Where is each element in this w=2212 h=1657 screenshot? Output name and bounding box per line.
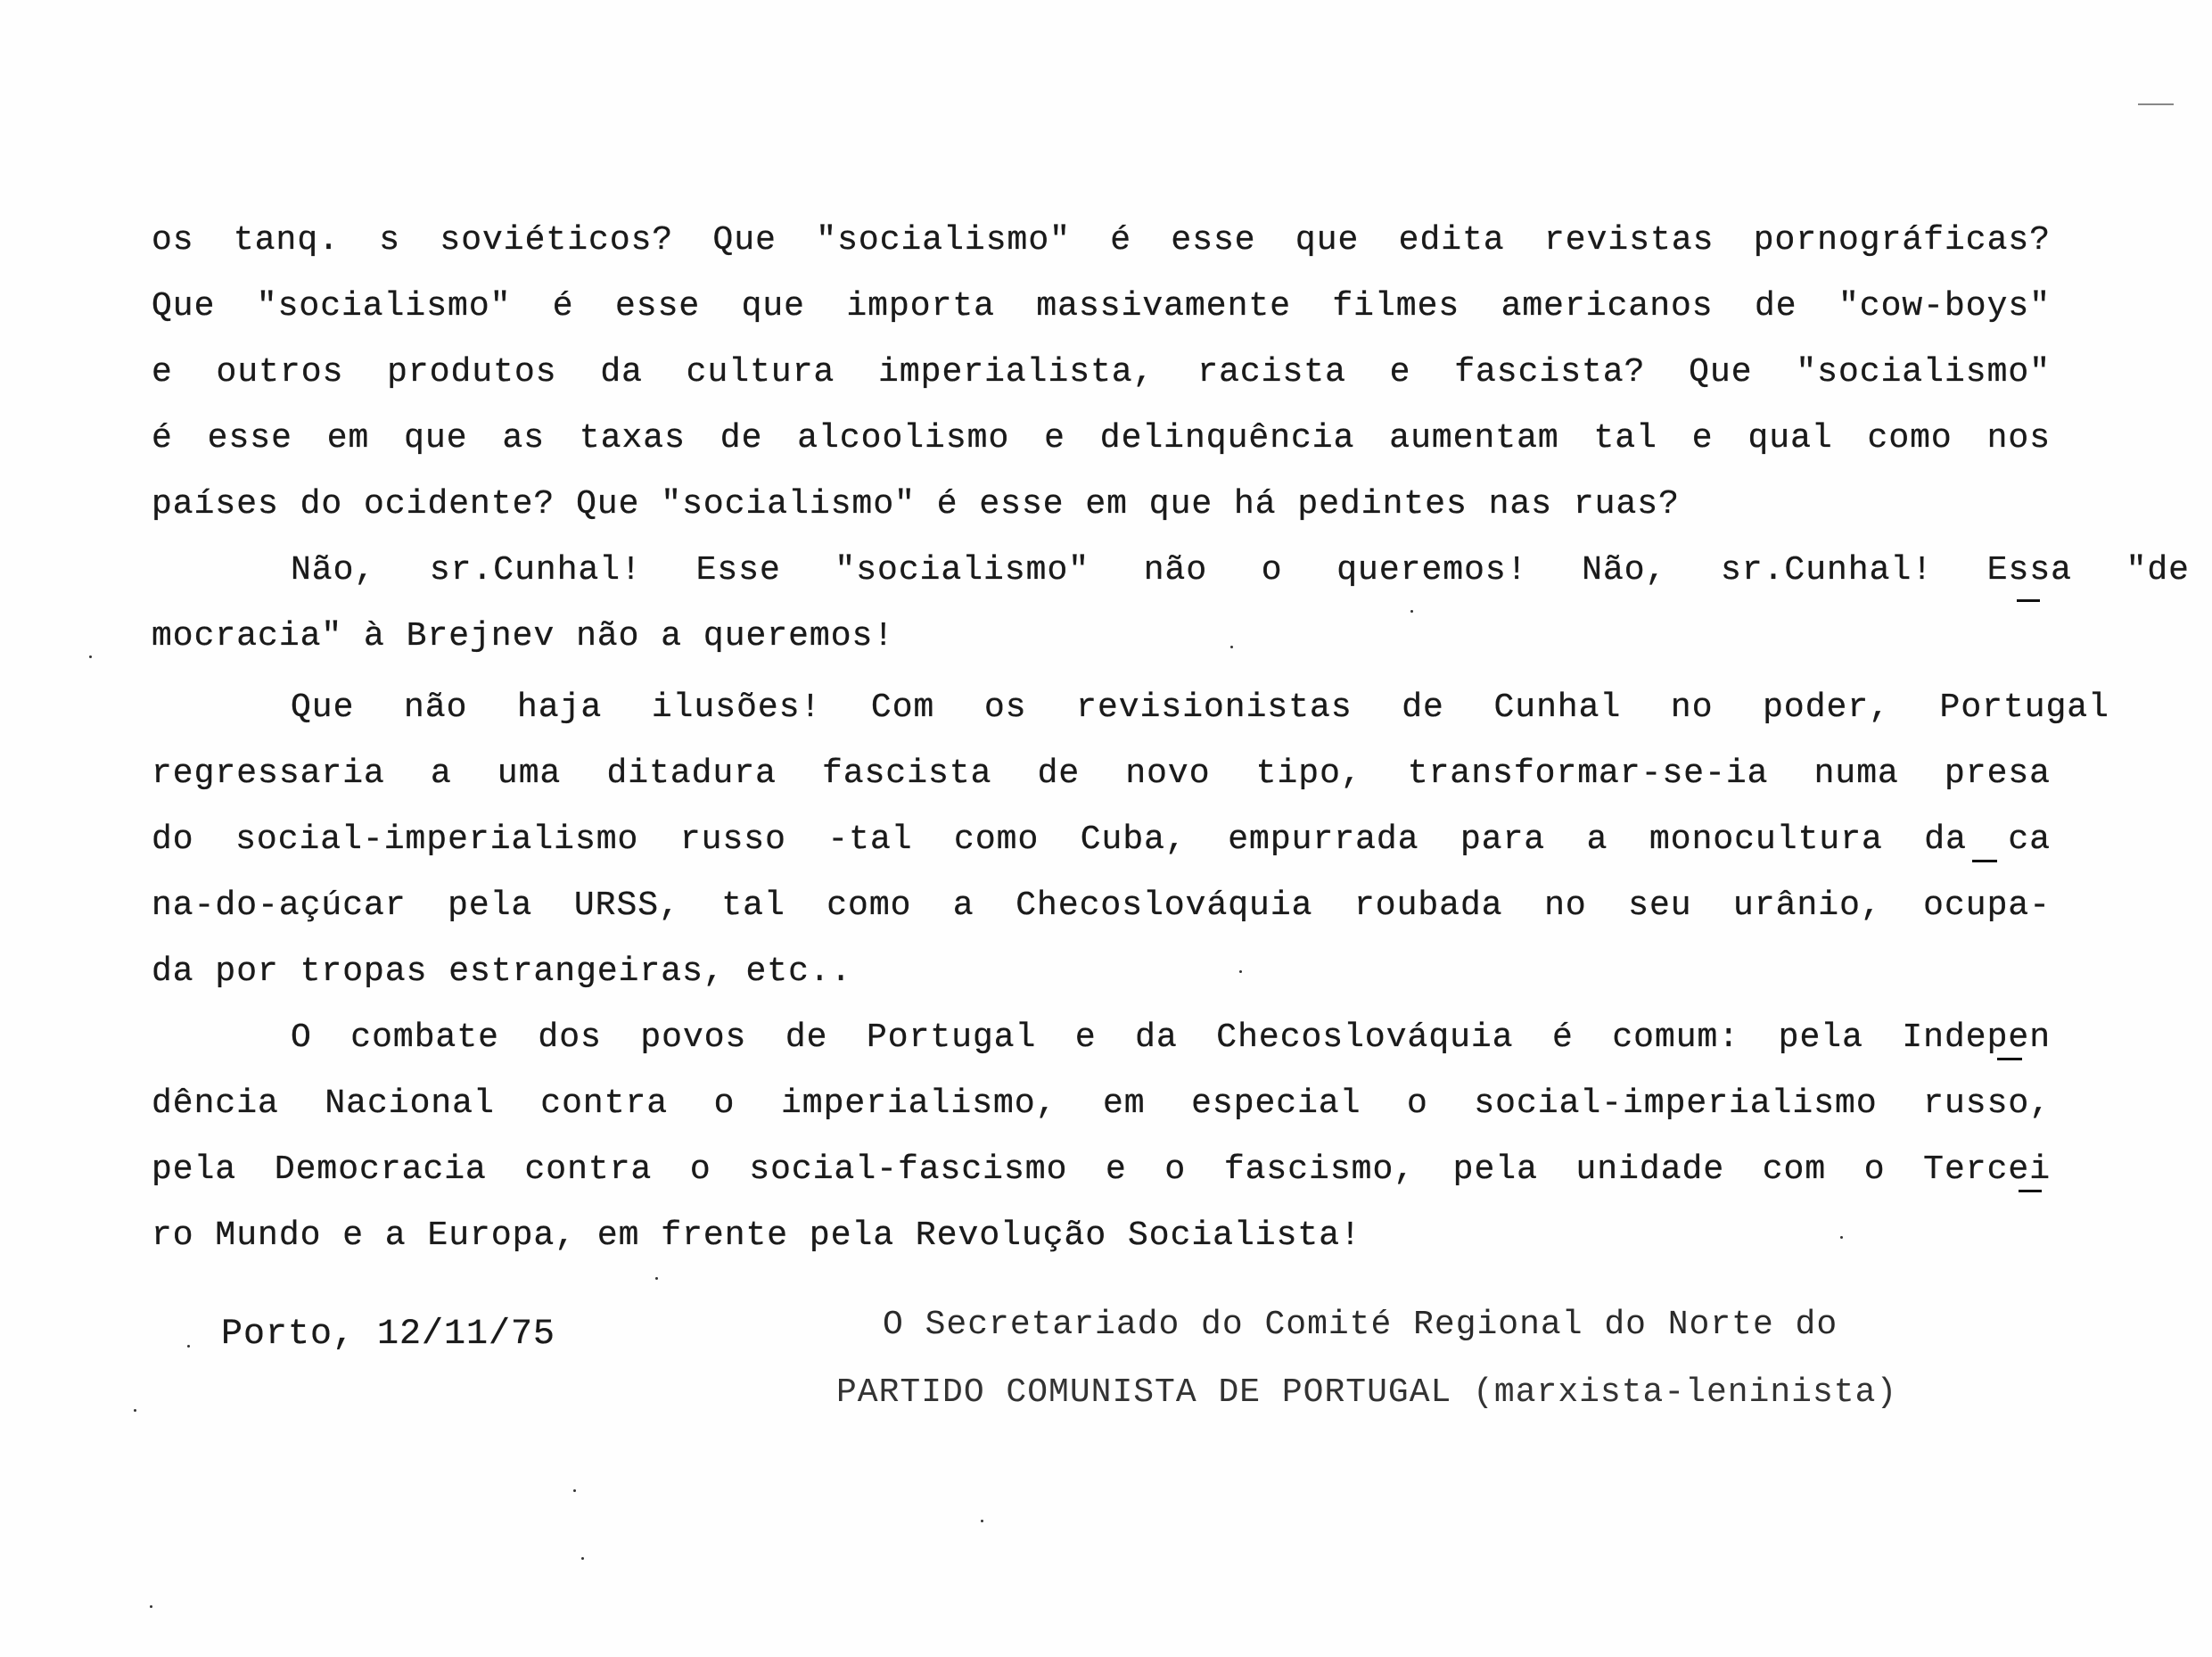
text-line-15: pela Democracia contra o social-fascismo e o fascismo, pela unidade com o Tercei [152, 1150, 2051, 1189]
scan-speck [1230, 646, 1233, 648]
scan-speck [655, 1277, 658, 1280]
scan-speck [150, 1605, 152, 1608]
text-line-11: na-do-açúcar pela URSS, tal como a Checoslováquia roubada no seu urânio, ocupa- [152, 886, 2051, 925]
underline-mark [2017, 599, 2040, 602]
underline-mark [1972, 860, 1997, 862]
scan-speck [581, 1557, 584, 1560]
underline-mark [2019, 1190, 2042, 1192]
text-line-3: e outros produtos da cultura imperialista, racista e fascista? Que "socialismo" [152, 353, 2051, 392]
text-line-10: do social-imperialismo russo -tal como Cuba, empurrada para a monocultura da ca [152, 820, 2051, 859]
text-line-14: dência Nacional contra o imperialismo, em especial o social-imperialismo russo, [152, 1084, 2051, 1123]
text-line-13: O combate dos povos de Portugal e da Checoslováquia é comum: pela Indepen [291, 1018, 2051, 1057]
text-line-5: países do ocidente? Que "socialismo" é esse em que há pedintes nas ruas? [152, 485, 1680, 523]
text-line-8: Que não haja ilusões! Com os revisionistas de Cunhal no poder, Portugal [291, 688, 2109, 727]
text-line-1: os tanq. s soviéticos? Que "socialismo" é esse que edita revistas pornográficas? [152, 221, 2051, 260]
scan-speck [89, 655, 92, 658]
text-line-2: Que "socialismo" é esse que importa massivamente filmes americanos de "cow-boys" [152, 287, 2051, 326]
scan-speck [981, 1520, 983, 1522]
corner-mark [2138, 103, 2174, 105]
text-line-12: da por tropas estrangeiras, etc.. [152, 952, 852, 991]
scan-speck [134, 1409, 136, 1412]
scan-speck [1410, 610, 1413, 613]
signature-line-2: PARTIDO COMUNISTA DE PORTUGAL (marxista-leninista) [836, 1373, 1898, 1412]
text-line-6: Não, sr.Cunhal! Esse "socialismo" não o queremos! Não, sr.Cunhal! Essa "de [291, 551, 2190, 589]
text-line-16: ro Mundo e a Europa, em frente pela Revolução Socialista! [152, 1216, 1361, 1255]
scan-speck [1840, 1236, 1843, 1239]
scan-speck [187, 1345, 190, 1348]
text-line-9: regressaria a uma ditadura fascista de novo tipo, transformar-se-ia numa presa [152, 754, 2051, 793]
scan-speck [1239, 970, 1242, 973]
underline-mark [1997, 1058, 2022, 1060]
text-line-7: mocracia" à Brejnev não a queremos! [152, 617, 895, 655]
signature-line-1: O Secretariado do Comité Regional do Norte do [883, 1306, 1838, 1344]
text-line-4: é esse em que as taxas de alcoolismo e delinquência aumentam tal e qual como nos [152, 419, 2051, 458]
document-date: Porto, 12/11/75 [221, 1315, 556, 1355]
scan-speck [573, 1489, 576, 1492]
